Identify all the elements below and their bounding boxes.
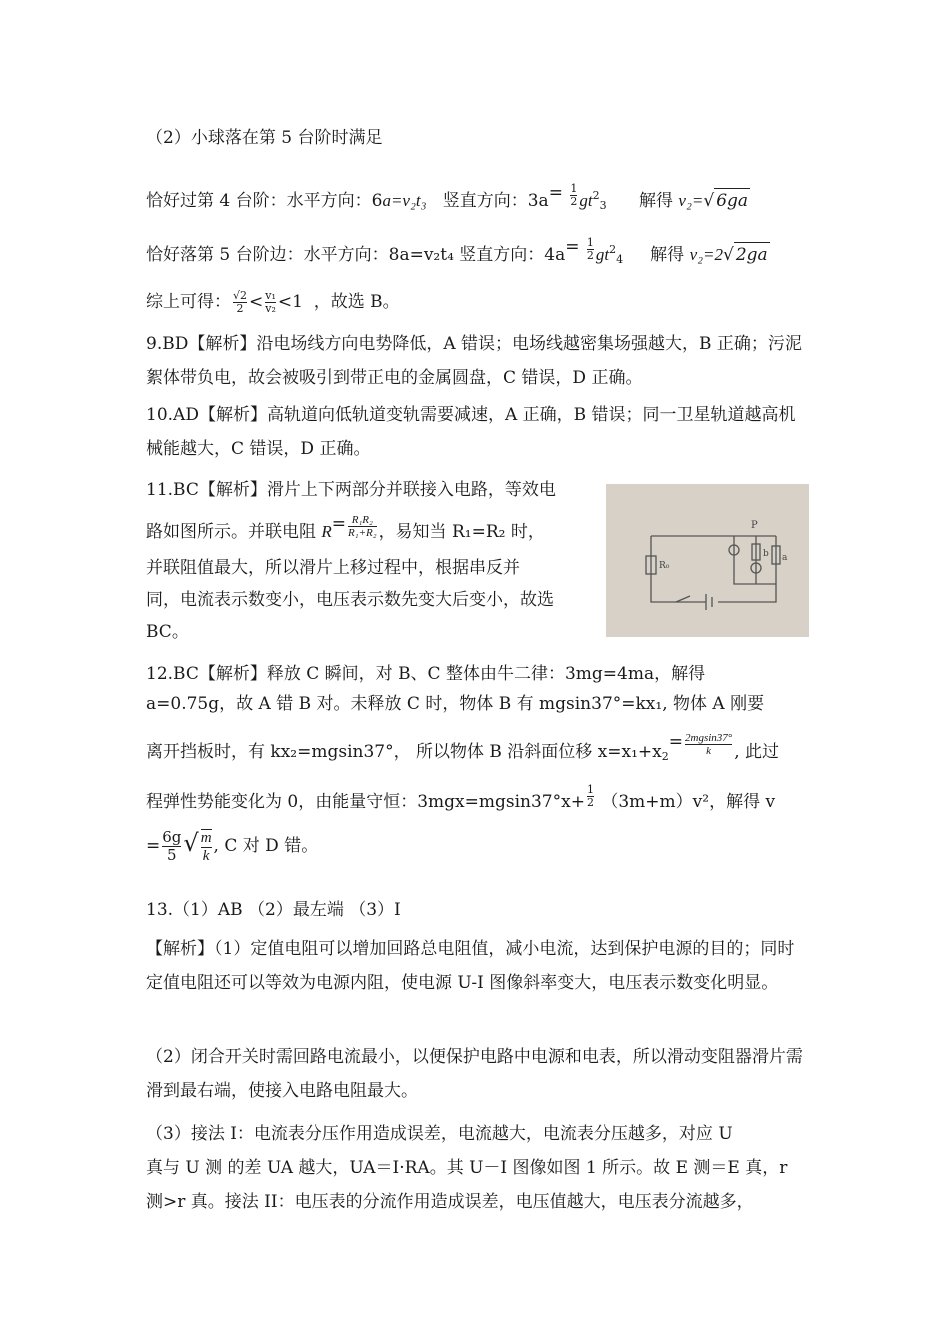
answer-13-part3-line2: 真与 U 测 的差 UA 越大，UA＝I·RA。其 U－I 图像如图 1 所示。故 E 测＝E 真，r [146, 1158, 788, 1178]
text-segment: , 此过 [734, 742, 780, 762]
sqrt-content: 6ga [714, 188, 750, 213]
text-segment: 离开挡板时，有 kx₂=mgsin37°， 所以物体 B 沿斜面位移 x=x₁+x [146, 742, 662, 762]
answer-10: 10.AD【解析】高轨道向低轨道变轨需要减速，A 正确，B 错误；同一卫星轨道越高机械能越大，C 错误，D 正确。 [146, 405, 796, 459]
answer-13-part3-line3: 测>r 真。接法 II：电压表的分流作用造成误差，电压值越大，电压表分流越多， [146, 1192, 754, 1212]
fraction-displacement [685, 732, 732, 757]
circuit-photo [606, 484, 809, 637]
equation-line-step4 [146, 184, 810, 218]
answer-13-part2: （2）闭合开关时需回路电流最小，以便保护电路中电源和电表，所以滑动变阻器滑片需滑到最右端，使接入电路电阻最大。 [146, 1047, 803, 1101]
text-segment: ，易知当 R₁=R₂ 时， [378, 522, 545, 542]
denominator: 2 [233, 302, 247, 315]
fraction-half [587, 784, 594, 809]
denominator: 5 [162, 846, 181, 864]
math-segment: gt [595, 245, 610, 264]
fraction-sqrt2-over-2 [233, 290, 247, 315]
numerator: R₁R₂ [351, 514, 373, 526]
conclusion-line [146, 290, 810, 315]
subscript: 4 [616, 253, 624, 266]
numerator: 6g [162, 828, 182, 846]
sqrt-content: 2ga [734, 242, 770, 267]
denominator: k [201, 847, 212, 865]
answer-11-line1: 11.BC【解析】滑片上下两部分并联接入电路，等效电 [146, 480, 556, 500]
text-segment: 解得 [650, 245, 685, 265]
fraction-half [570, 183, 577, 208]
text-segment: 恰好落第 5 台阶边：水平方向：8a=v₂t₄ 竖直方向：4a [146, 245, 566, 265]
answer-13-part1: 【解析】（1）定值电阻可以增加回路总电阻值，减小电流，达到保护电源的目的；同时定值电阻还可以等效为电源内阻，使电源 U-I 图像斜率变大，电压表示数变化明显。 [146, 939, 795, 993]
text-segment: 解得 [639, 191, 674, 211]
denominator: k [685, 744, 732, 757]
equals-sign: = [146, 836, 161, 856]
sqrt-symbol: √ [703, 191, 715, 211]
math-segment: gt [579, 191, 593, 210]
text-segment: 路如图所示。并联电阻 [146, 522, 316, 542]
label-p: P [751, 520, 758, 531]
numerator: 1 [586, 236, 594, 249]
answer-9: 9.BD【解析】沿电场线方向电势降低，A 错误；电场线越密集场强越大，B 正确；污泥絮体带负电，故会被吸引到带正电的金属圆盘，C 错误，D 正确。 [146, 334, 802, 388]
denominator: R₁+R₂ [348, 527, 377, 539]
circuit-diagram [606, 484, 809, 637]
denominator: 2 [586, 796, 594, 809]
answer-11-line3: 并联阻值最大，所以滑片上移过程中，根据串反并 [146, 558, 520, 578]
answer-12-line3 [146, 732, 810, 769]
subscript: 2 [661, 750, 669, 763]
numerator: √2 [233, 289, 248, 302]
numerator: 1 [586, 783, 594, 796]
fraction-m-over-k [201, 829, 212, 865]
numerator: 1 [570, 182, 578, 195]
label-b: b [763, 549, 769, 559]
text-segment: 综上可得： [146, 292, 231, 312]
fraction-parallel-resistance [348, 514, 377, 539]
math-segment: a=v₂t₃ [382, 191, 427, 210]
part2-heading: （2）小球落在第 5 台阶时满足 [146, 128, 383, 148]
equals-sign: = [331, 514, 347, 534]
equals-sign: = [565, 237, 580, 257]
answer-12-line1: 12.BC【解析】释放 C 瞬间，对 B、C 整体由牛二律：3mg=4ma，解得 [146, 664, 706, 684]
less-than: < [249, 292, 264, 312]
math-segment: v₂= [678, 191, 704, 210]
math-segment: v₂=2 [689, 245, 724, 264]
numerator: v₁ [265, 289, 276, 302]
text-segment: 恰好过第 4 台阶：水平方向：6 [146, 191, 383, 211]
answer-11-line2 [146, 514, 596, 545]
math-segment: R [321, 522, 332, 541]
text-segment: ，故选 B。 [313, 292, 400, 312]
answer-13-heading: 13.（1）AB （2）最左端 （3）I [146, 900, 401, 920]
fraction-half [587, 237, 594, 262]
denominator: 2 [570, 195, 578, 208]
fraction-v1-over-v2 [265, 290, 276, 315]
numerator: 2mgsin37° [685, 732, 733, 744]
text-segment: （3m+m）v²，解得 v [601, 792, 776, 812]
sqrt-symbol: √ [183, 829, 199, 857]
numerator: m [200, 829, 212, 846]
equals-sign: = [548, 183, 563, 203]
answer-12-line5 [146, 828, 810, 865]
sqrt-symbol: √ [723, 245, 734, 265]
text-segment: 程弹性势能变化为 0，由能量守恒：3mgx=mgsin37°x+ [146, 792, 585, 812]
answer-13-part3-line1: （3）接法 I：电流表分压作用造成误差，电流越大，电流表分压越多，对应 U [146, 1124, 733, 1144]
answer-11-line5: BC。 [146, 622, 189, 642]
exponent: 2 [592, 189, 600, 202]
equals-sign: = [668, 732, 684, 752]
subscript: 3 [599, 199, 607, 212]
text-segment: 竖直方向：3a [442, 191, 549, 211]
comma: , [213, 836, 219, 856]
label-a: a [782, 553, 788, 563]
answer-12-line4 [146, 783, 810, 815]
exponent: 2 [609, 243, 617, 256]
answer-12-line2: a=0.75g，故 A 错 B 对。未释放 C 时，物体 B 有 mgsin37°=kx₁, 物体 A 刚要 [146, 694, 765, 714]
denominator: v₂ [265, 302, 276, 315]
label-r0: R₀ [659, 561, 670, 571]
text-segment: <1 [277, 292, 303, 312]
text-segment: C 对 D 错。 [224, 836, 319, 856]
answer-11-line4: 同，电流表示数变小，电压表示数先变大后变小，故选 [146, 590, 554, 610]
equation-line-step5 [146, 238, 810, 272]
denominator: 2 [586, 249, 594, 262]
fraction-6g-over-5 [162, 829, 181, 864]
